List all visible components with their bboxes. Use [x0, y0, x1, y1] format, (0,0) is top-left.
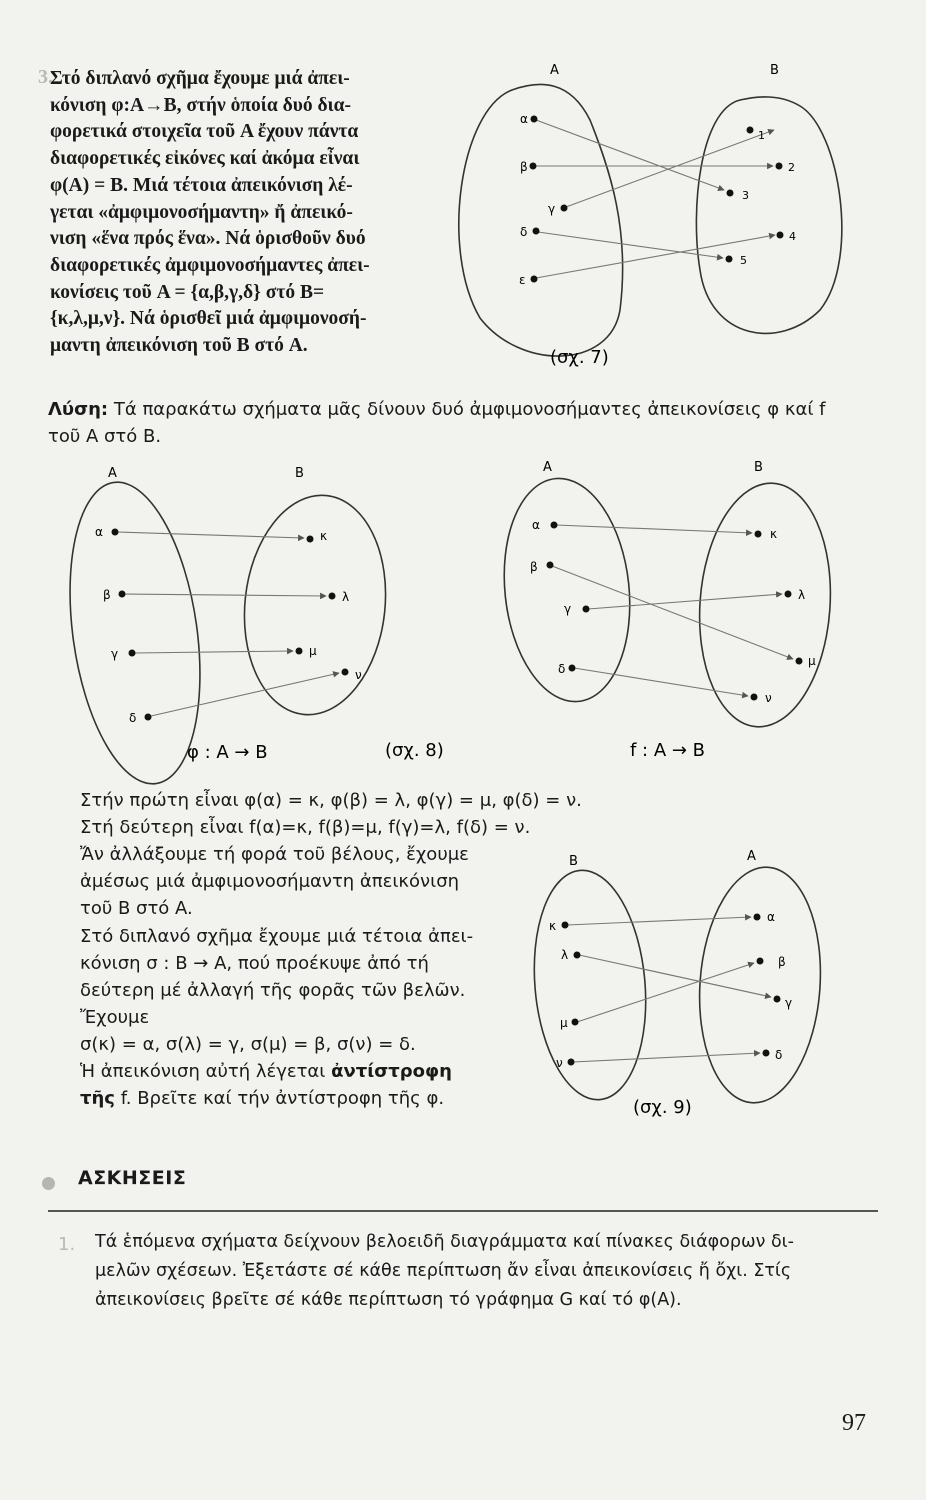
text-line: [80, 1058, 473, 1085]
mapping-arrow: [151, 673, 339, 716]
solution-label: Λύση:: [48, 399, 109, 420]
element-point: [572, 1019, 579, 1026]
element-point: [583, 606, 590, 613]
element-label: γ: [111, 647, 119, 661]
figure-9: [515, 840, 855, 1130]
element-point: [112, 529, 119, 536]
element-label: δ: [520, 225, 528, 239]
map-label: f : A → B: [630, 740, 706, 761]
element-point: [568, 1059, 575, 1066]
set-b-label: B: [770, 63, 779, 78]
set-a-oval: [459, 84, 623, 356]
element-point: [329, 593, 336, 600]
text-line: τοῦ A στό B.: [48, 426, 162, 447]
set-b-oval: [234, 488, 396, 721]
text-line: Στό διπλανό σχῆμα ἔχουμε μιά ἀπει-: [50, 68, 350, 89]
text-line: μαντη ἀπεικόνιση τοῦ B στό A.: [50, 335, 308, 357]
element-label: 1: [758, 129, 765, 142]
element-label: κ: [770, 527, 778, 541]
term-tis: τῆς: [80, 1088, 115, 1109]
element-label: λ: [342, 590, 350, 604]
element-point: [757, 958, 764, 965]
text-line: νιση «ἕνα πρός ἕνα». Νά ὁρισθοῦν δυό: [50, 228, 366, 250]
element-point: [119, 591, 126, 598]
element-point: [307, 536, 314, 543]
figure-7: [440, 50, 880, 380]
element-label: κ: [549, 919, 557, 933]
element-label: μ: [309, 644, 317, 658]
exercise-3-text: [50, 66, 445, 360]
text-line: κονίσεις τοῦ A = {α,β,γ,δ} στό B=: [50, 281, 325, 303]
element-point: [726, 256, 733, 263]
element-point: [530, 163, 537, 170]
element-point: [774, 996, 781, 1003]
text-span: f. Βρεῖτε καί τήν ἀντίστροφη τῆς φ.: [120, 1088, 445, 1109]
set-a-label: A: [550, 63, 559, 78]
mapping-arrow: [577, 963, 754, 1022]
element-label: β: [520, 160, 528, 174]
map-label: φ : A → B: [187, 742, 268, 763]
term-inverse: ἀντίστροφη: [331, 1061, 452, 1082]
element-label: β: [530, 560, 538, 574]
text-line: ἀμέσως μιά ἀμφιμονοσήμαντη ἀπεικόνιση: [80, 871, 460, 892]
element-label: 5: [740, 254, 747, 267]
exercise-number: 3.: [38, 66, 53, 88]
element-point: [574, 952, 581, 959]
set-a-oval: [494, 472, 641, 708]
text-line: διαφορετικές εἰκόνες καί ἀκόμα εἶναι: [50, 148, 360, 170]
section-title: ΑΣΚΗΣΕΙΣ: [78, 1167, 187, 1189]
mapping-arrow: [538, 232, 723, 258]
element-point: [776, 163, 783, 170]
text-line: φ(A) = B. Μιά τέτοια ἀπεικόνιση λέ-: [50, 174, 353, 196]
text-line: φορετικά στοιχεῖα τοῦ A ἔχουν πάντα: [50, 121, 359, 143]
text-line: δεύτερη μέ ἀλλαγή τῆς φορᾶς τῶν βελῶν.: [80, 980, 466, 1001]
element-point: [777, 232, 784, 239]
mapping-arrow: [579, 955, 771, 997]
bullet-icon: [42, 1177, 55, 1190]
text-line: τοῦ B στό A.: [80, 898, 193, 919]
element-label: λ: [561, 948, 569, 962]
text-line: [80, 1085, 473, 1112]
element-point: [129, 650, 136, 657]
set-a-label: A: [747, 849, 756, 864]
element-label: β: [778, 955, 786, 969]
exercise-1-text: [95, 1228, 794, 1315]
figure-f: [490, 455, 870, 765]
element-label: ε: [519, 273, 526, 287]
figure-caption: (σχ. 9): [633, 1097, 692, 1118]
figure-8: [55, 455, 475, 785]
element-label: μ: [560, 1016, 568, 1030]
figure-caption: (σχ. 7): [550, 347, 609, 368]
element-label: α: [520, 112, 528, 126]
text-line: Στό διπλανό σχῆμα ἔχουμε μιά τέτοια ἀπει-: [80, 926, 474, 947]
element-label: 2: [788, 161, 795, 174]
text-line: κόνιση σ : B → A, πού προέκυψε ἀπό τή: [80, 953, 429, 974]
element-label: α: [532, 518, 540, 532]
element-point: [569, 665, 576, 672]
element-label: ν: [556, 1056, 563, 1070]
element-label: ν: [765, 691, 772, 705]
element-point: [796, 658, 803, 665]
text-line: μελῶν σχέσεων. Ἐξετάστε σέ κάθε περίπτωση ἄν εἶναι ἀπεικονίσεις ἤ ὄχι. Στίς: [95, 1261, 792, 1281]
mapping-arrow: [588, 594, 782, 609]
element-point: [562, 922, 569, 929]
figure-caption: (σχ. 8): [385, 740, 444, 761]
text-line: Στήν πρώτη εἶναι φ(α) = κ, φ(β) = λ, φ(γ) = μ, φ(δ) = ν.: [80, 790, 582, 811]
inverse-text: [80, 923, 473, 1112]
set-a-label: A: [108, 466, 117, 481]
element-point: [551, 522, 558, 529]
element-label: γ: [785, 996, 793, 1010]
element-label: κ: [320, 529, 328, 543]
element-label: γ: [548, 202, 556, 216]
element-point: [342, 669, 349, 676]
set-a-label: A: [543, 460, 552, 475]
solution-paragraph: [48, 396, 868, 450]
text-line: ἀπεικονίσεις βρεῖτε σέ κάθε περίπτωση τό γράφημα G καί τό φ(A).: [95, 1290, 682, 1310]
element-point: [785, 591, 792, 598]
element-point: [751, 694, 758, 701]
text-line: Τά ἑπόμενα σχήματα δείχνουν βελοειδῆ διαγράμματα καί πίνακες διάφορων δι-: [95, 1232, 794, 1252]
element-label: γ: [564, 602, 572, 616]
text-span: Τά παρακάτω σχήματα μᾶς δίνουν δυό ἀμφιμονοσήμαντες ἀπεικονίσεις φ καί f: [113, 399, 826, 420]
text-line: διαφορετικές ἀμφιμονοσήμαντες ἀπει-: [50, 254, 370, 276]
element-point: [531, 116, 538, 123]
element-point: [727, 190, 734, 197]
element-label: δ: [775, 1048, 783, 1062]
mapping-arrow: [117, 532, 304, 538]
element-point: [561, 205, 568, 212]
element-point: [763, 1050, 770, 1057]
set-b-label: B: [569, 854, 578, 869]
mapping-arrow: [552, 566, 793, 659]
text-line: Ἔχουμε: [80, 1007, 150, 1028]
element-label: δ: [558, 662, 566, 676]
page-number: 97: [842, 1410, 866, 1436]
element-label: α: [95, 525, 103, 539]
text-line: Ἄν ἀλλάξουμε τή φορά τοῦ βέλους, ἔχουμε: [80, 844, 469, 865]
set-a-oval: [692, 863, 828, 1107]
element-label: 4: [789, 230, 796, 243]
mapping-arrow: [567, 917, 751, 925]
text-line: σ(κ) = α, σ(λ) = γ, σ(μ) = β, σ(ν) = δ.: [80, 1034, 416, 1055]
mapping-arrow: [573, 1053, 760, 1062]
element-label: 3: [742, 189, 749, 202]
element-point: [533, 228, 540, 235]
element-label: ν: [355, 668, 362, 682]
element-label: μ: [808, 654, 816, 668]
mapping-arrow: [556, 525, 752, 533]
section-divider: [48, 1210, 878, 1212]
text-line: {κ,λ,μ,ν}. Νά ὁρισθεῖ μιά ἀμφιμονοσή-: [50, 308, 367, 330]
element-label: β: [103, 588, 111, 602]
element-point: [145, 714, 152, 721]
text-span: Ἡ ἀπεικόνιση αὐτή λέγεται: [80, 1061, 326, 1082]
set-b-label: B: [295, 466, 304, 481]
element-label: λ: [798, 588, 806, 602]
text-line: [48, 396, 868, 423]
set-b-oval: [525, 866, 655, 1105]
element-point: [747, 127, 754, 134]
element-point: [296, 648, 303, 655]
text-line: γεται «ἀμφιμονοσήμαντη» ἤ ἀπεικό-: [50, 201, 353, 223]
exercise-number: 1.: [58, 1234, 76, 1255]
element-point: [547, 562, 554, 569]
element-point: [754, 914, 761, 921]
element-point: [755, 531, 762, 538]
mapping-arrow: [125, 594, 326, 596]
element-label: α: [767, 910, 775, 924]
mapping-text: [80, 787, 582, 922]
set-a-oval: [55, 474, 218, 785]
set-b-label: B: [754, 460, 763, 475]
mapping-arrow: [536, 120, 724, 190]
element-label: δ: [129, 711, 137, 725]
mapping-arrow: [135, 651, 293, 653]
element-point: [531, 276, 538, 283]
text-line: κόνιση φ:A→B, στήν ὁποία δυό δια-: [50, 94, 351, 116]
text-line: Στή δεύτερη εἶναι f(α)=κ, f(β)=μ, f(γ)=λ, f(δ) = ν.: [80, 817, 531, 838]
